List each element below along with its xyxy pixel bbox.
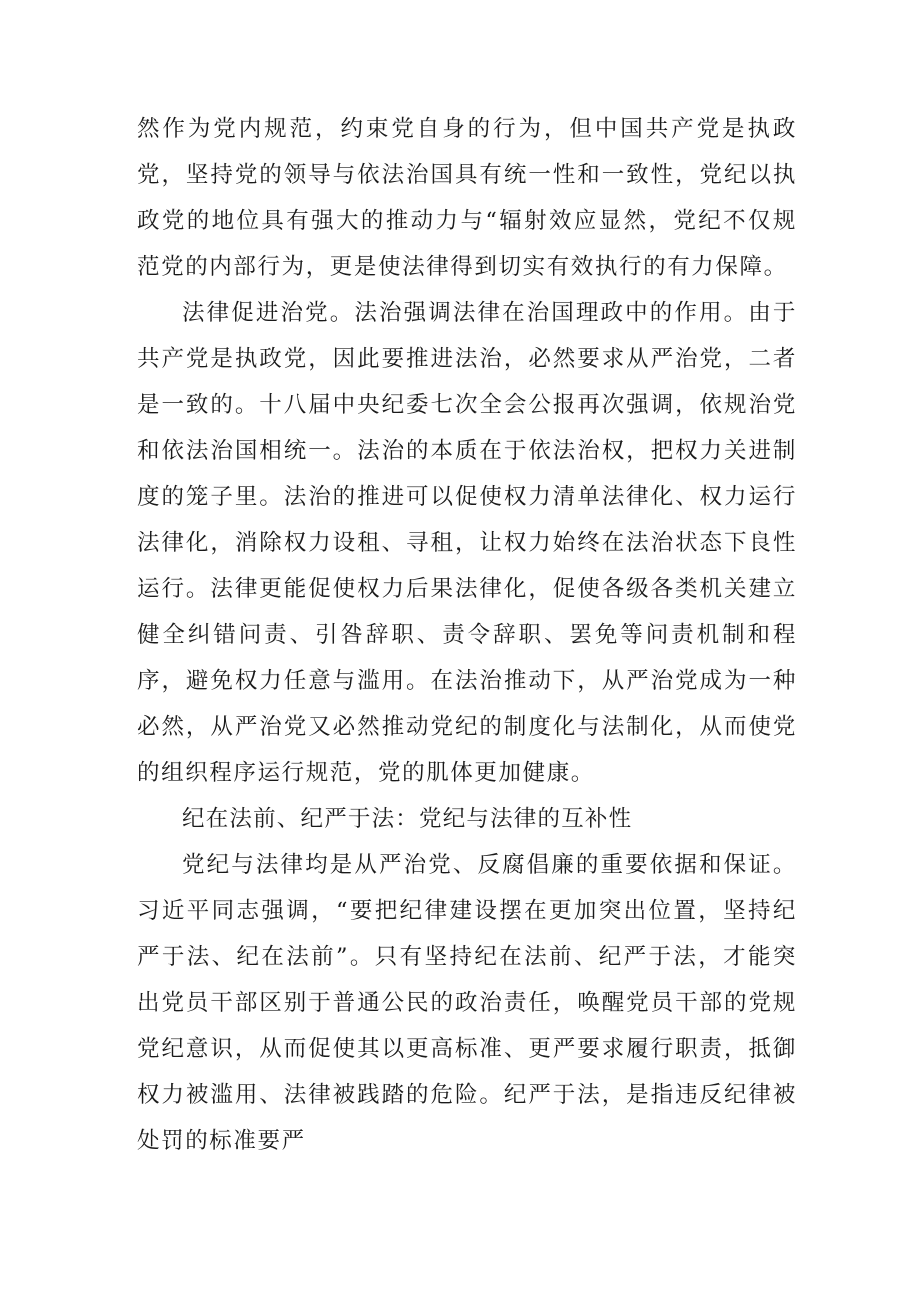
paragraph-law-promotes-party-governance: 法律促进治党。法治强调法律在治国理政中的作用。由于共产党是执政党，因此要推进法治，必然要求从严治党，二者是一致的。十八届中央纪委七次全会公报再次强调，依规治党和依法治国相统一。法治的本质在于依法治权，把权力关进制度的笼子里。法治的推进可以促使权力清单法律化、权力运行法律化，消除权力设租、寻租，让权力始终在法治状态下良性运行。法律更能促使权力后果法律化，促使各级各类机关建立健全纠错问责、引咎辞职、责令辞职、罢免等问责机制和程序，避免权力任意与滥用。在法治推动下，从严治党成为一种必然，从严治党又必然推动党纪的制度化与法制化，从而使党的组织程序运行规范，党的肌体更加健康。 [137, 300, 797, 786]
section-heading: 纪在法前、纪严于法：党纪与法律的互补性 [182, 806, 633, 832]
paragraph-discipline-and-law: 党纪与法律均是从严治党、反腐倡廉的重要依据和保证。习近平同志强调，“要把纪律建设摆在更加突出位置，坚持纪严于法、纪在法前”。只有坚持纪在法前、纪严于法，才能突出党员干部区别于普通公民的政治责任，唤醒党员干部的党规党纪意识，从而促使其以更高标准、更严要求履行职责，抵御权力被滥用、法律被践踏的危险。纪严于法，是指违反纪律被处罚的标准要严 [137, 852, 797, 1154]
paragraph-continued: 然作为党内规范，约束党自身的行为，但中国共产党是执政党，坚持党的领导与依法治国具有统一性和一致性，党纪以执政党的地位具有强大的推动力与“辐射效应显然，党纪不仅规范党的内部行为，更是使法律得到切实有效执行的有力保障。 [137, 116, 797, 280]
document-body [137, 106, 797, 1164]
